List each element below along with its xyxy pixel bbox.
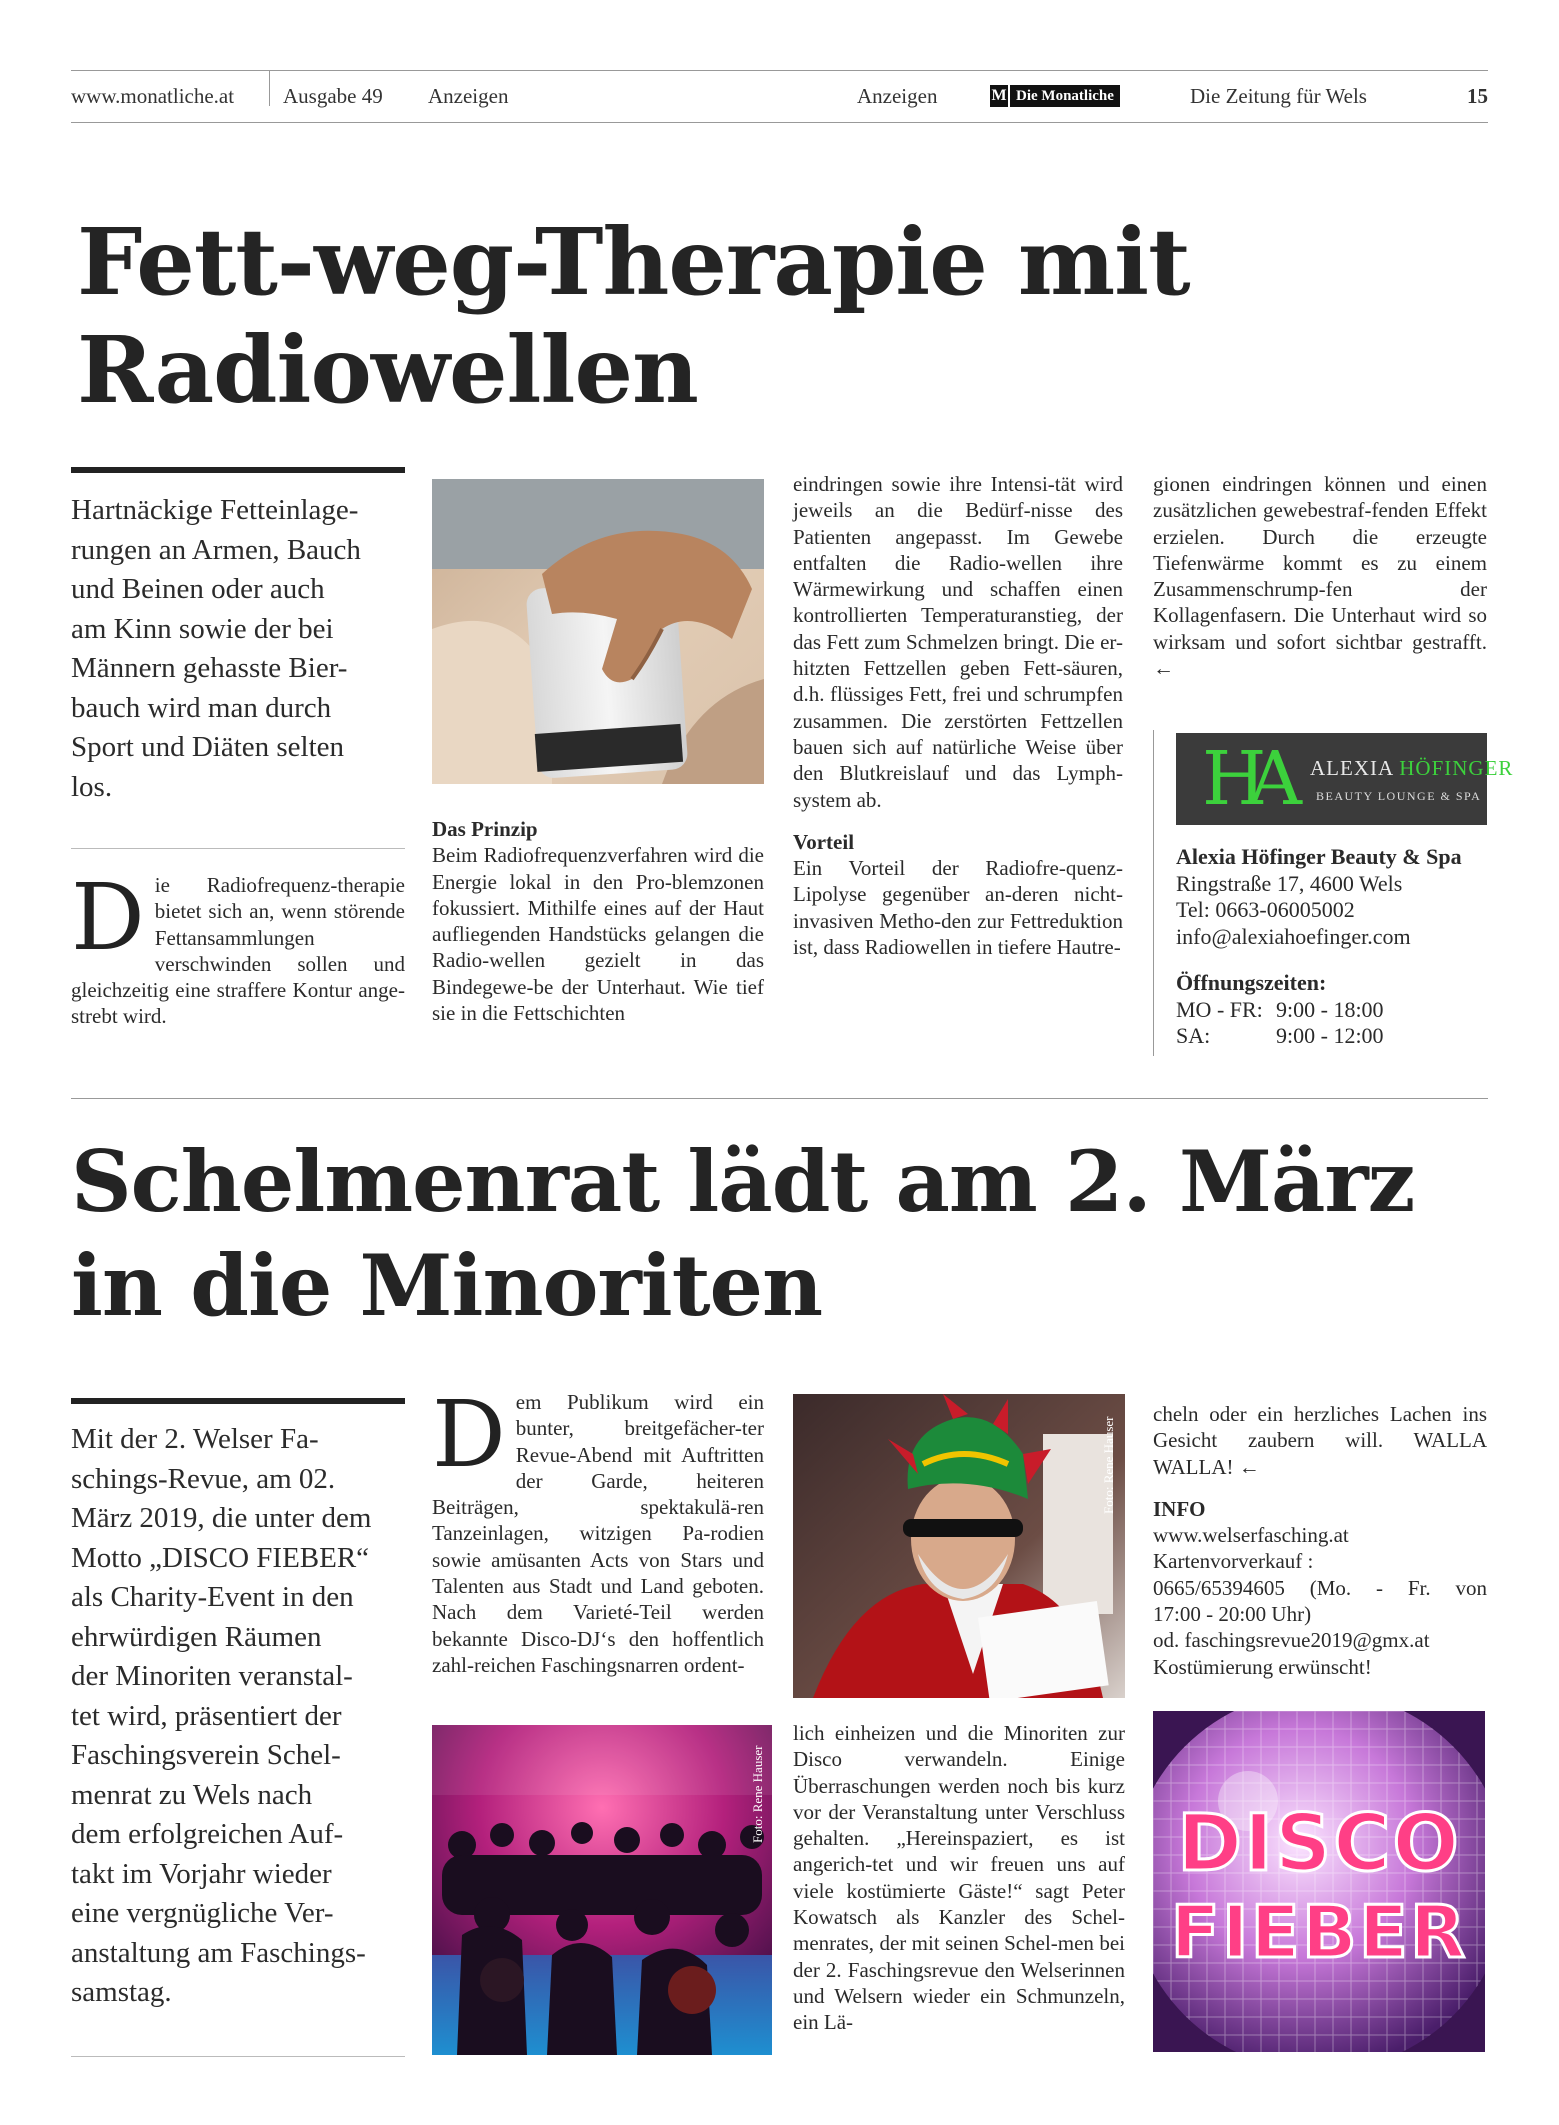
- lead-line: Motto „DISCO FIEBER“: [71, 1541, 370, 1574]
- hours-weekday: [1176, 997, 1496, 1024]
- lead-line: Männern gehasste Bier-: [71, 652, 348, 684]
- article1-col3-heading: Vorteil: [793, 829, 855, 854]
- lead-line: schings-Revue, am 02.: [71, 1462, 336, 1495]
- page-number: 15: [1467, 84, 1488, 108]
- hours-sat-value: 9:00 - 12:00: [1276, 1023, 1384, 1048]
- newspaper-logo: [990, 85, 1120, 107]
- article1-headline-line2: Radiowellen: [77, 316, 698, 424]
- info-line[interactable]: www.welserfasching.at: [1153, 1523, 1349, 1548]
- lead-line: Hartnäckige Fetteinlage-: [71, 494, 359, 526]
- jester-photo: [793, 1394, 1125, 1698]
- header-top-rule: [71, 70, 1488, 71]
- lead-line: tet wird, präsentiert der: [71, 1699, 342, 1732]
- photo-credit-crowd: Foto: Rene Hauser: [750, 1745, 765, 1843]
- info-line: 17:00 - 20:00 Uhr): [1153, 1602, 1312, 1627]
- lead-line: ehrwürdigen Räumen: [71, 1620, 322, 1653]
- disco-word: DISCO: [1177, 1799, 1461, 1889]
- disco-fieber-poster: [1153, 1711, 1485, 2052]
- article1-dropcap: D: [71, 864, 145, 971]
- article1-headline: [77, 208, 1190, 424]
- article2-headline-line1: Schelmenrat lädt am 2. März: [71, 1132, 1415, 1231]
- ad-logo-letters: [1202, 737, 1284, 821]
- lead-line: bauch wird man durch: [71, 691, 332, 724]
- article1-photo: [432, 479, 764, 784]
- article1-intro-rule: [71, 848, 405, 849]
- lead-line: und Beinen oder auch: [71, 573, 325, 605]
- photo-credit-jester: Foto: Rene Hauser: [1101, 1416, 1116, 1514]
- contact-tel[interactable]: Tel: 0663-06005002: [1176, 897, 1355, 922]
- lead-line: dem erfolgreichen Auf-: [71, 1818, 344, 1850]
- lead-line: samstag.: [71, 1976, 172, 2008]
- contact-gap: [1176, 950, 1496, 970]
- paragraph-gap: [1153, 1480, 1487, 1496]
- header-tagline: Die Zeitung für Wels: [1190, 84, 1367, 108]
- header-separator: [269, 70, 270, 106]
- article2-col2: [432, 1381, 764, 1678]
- article2-lead: [71, 1420, 416, 2013]
- article1-col4: [1153, 471, 1487, 681]
- header-section-right: Anzeigen: [857, 84, 938, 108]
- lead-line: als Charity-Event in den: [71, 1581, 354, 1613]
- article2-headline-line2: in die Minoriten: [71, 1236, 823, 1335]
- article2-dropcap: D: [432, 1381, 506, 1488]
- hours-weekday-value: 9:00 - 18:00: [1276, 996, 1384, 1022]
- header-section-left: Anzeigen: [428, 84, 509, 108]
- crowd-photo: [432, 1725, 772, 2055]
- contact-street: Ringstraße 17, 4600 Wels: [1176, 870, 1403, 896]
- info-line: Kartenvorverkauf :: [1153, 1549, 1314, 1574]
- ad-logo-name: [1310, 756, 1513, 781]
- info-line: Kostümierung erwünscht!: [1153, 1654, 1372, 1679]
- contact-name: Alexia Höfinger Beauty & Spa: [1176, 844, 1462, 869]
- article2-col3-text: lich einheizen und die Minoriten zur Disco verwandeln. Einige Überraschungen werden noch bis kurz vor der Veranstaltung unter Verschluss gehalten. „Hereinspaziert, es ist angerich-tet und wir freuen uns auf viele kostümierte Gäste!“ sagt Peter Kowatsch als Kanzler des Schel-menrates, der mit seinen Schel-men bei der 2. Faschingsrevue den Welserinnen und Welsern wieder ein Schmunzeln, ein Lä-: [793, 1721, 1125, 2035]
- logo-text: Die Monatliche: [1010, 85, 1120, 107]
- article2-crowd-photo: [432, 1725, 772, 2055]
- ad-logo-name-first: ALEXIA: [1310, 756, 1400, 780]
- lead-line: anstaltung am Faschings-: [71, 1936, 366, 1969]
- fieber-word: FIEBER: [1170, 1890, 1468, 1974]
- hours-heading: Öffnungszeiten:: [1176, 970, 1327, 995]
- lead-line: der Minoriten veranstal-: [71, 1660, 353, 1692]
- ad-logo-sub: BEAUTY LOUNGE & SPA: [1316, 789, 1482, 803]
- hours-weekday-label: MO - FR:: [1176, 996, 1263, 1022]
- lead-line: takt im Vorjahr wieder: [71, 1857, 332, 1890]
- article-divider: [71, 1098, 1488, 1099]
- lead-line: Faschingsverein Schel-: [71, 1739, 341, 1771]
- lead-line: Mit der 2. Welser Fa-: [71, 1423, 319, 1455]
- info-line: 0665/65394605 (Mo. - Fr. von: [1153, 1575, 1487, 1600]
- article2-col2-text: em Publikum wird ein bunter, breitgefächer-ter Revue-Abend mit Auftritten der Garde, heiteren Beiträgen, spektakulä-ren Tanzeinlagen, witzigen Pa-rodien sowie amüsanten Acts von Stars und Talenten aus Stadt und Land geboten. Nach dem Varieté-Teil werden bekannte Disco-DJ‘s den hoffentlich zahl-reichen Faschingsnarren ordent-: [432, 1390, 764, 1677]
- ad-logo-name-last: HÖFINGER: [1399, 756, 1514, 780]
- ad-contact: [1176, 844, 1496, 1050]
- contact-email[interactable]: info@alexiahoefinger.com: [1176, 923, 1411, 949]
- lead-line: rungen an Armen, Bauch: [71, 533, 361, 566]
- lead-line: menrat zu Wels nach: [71, 1778, 313, 1811]
- rf-device-photo: [432, 479, 764, 784]
- article2-headline: [71, 1130, 1414, 1338]
- ad-logo-letters-text: HA: [1202, 736, 1284, 822]
- header-bottom-rule: [71, 122, 1488, 123]
- article1-intro-text: ie Radiofrequenz-therapie bietet sich an, wenn störende Fettansammlungen verschwinden sollen und gleichzeitig eine straffere Kontur ange-strebt wird.: [71, 873, 405, 1029]
- article1-intro: [71, 864, 405, 1030]
- article2-lead-bar: [71, 1398, 405, 1404]
- hours-sat-label: SA:: [1176, 1023, 1211, 1048]
- logo-mark: M: [990, 85, 1010, 107]
- lead-line: los.: [71, 770, 113, 803]
- article1-col3: [793, 471, 1123, 960]
- article2-jester-photo: [793, 1394, 1125, 1698]
- ad-logo-box: [1176, 733, 1514, 825]
- header-issue: Ausgabe 49: [283, 84, 383, 108]
- hours-sat: [1176, 1023, 1496, 1050]
- info-line[interactable]: od. faschingsrevue2019@gmx.at: [1153, 1628, 1430, 1653]
- article1-col4-text: gionen eindringen können und einen zusätzlichen gewebestraf-fenden Effekt erzielen. Durch die erzeugte Tiefenwärme kommt es zu einem Zusammenschrump-fen der Kollagenfasern. Die Unterhaut wird so wirksam und sofort sichtbar gestrafft. ←: [1153, 472, 1487, 681]
- info-heading: INFO: [1153, 1496, 1206, 1521]
- article1-lead: [71, 491, 411, 807]
- article2-col4-text: cheln oder ein herzliches Lachen ins Gesicht zaubern will. WALLA WALLA! ←: [1153, 1402, 1487, 1479]
- paragraph-gap: [793, 813, 1123, 829]
- article1-col2-text: Beim Radiofrequenzverfahren wird die Energie lokal in den Pro-blemzonen fokussiert. Mithilfe eines auf der Haut aufliegenden Handstücks gelangen die Radio-wellen gezielt in das Bindegewe-be der Unterhaut. Wie tief sie in die Fettschichten: [432, 843, 764, 1026]
- article2-col4: [1153, 1401, 1487, 1680]
- lead-line: am Kinn sowie der bei: [71, 612, 334, 645]
- lead-line: Sport und Diäten selten: [71, 731, 345, 763]
- article1-col2-heading: Das Prinzip: [432, 817, 538, 841]
- article2-lead-end-rule: [71, 2056, 405, 2057]
- header-website[interactable]: www.monatliche.at: [71, 84, 235, 108]
- article1-headline-line1: Fett-weg-Therapie mit: [77, 208, 1190, 316]
- lead-line: März 2019, die unter dem: [71, 1502, 372, 1534]
- article1-col3-text: eindringen sowie ihre Intensi-tät wird jeweils an die Bedürf-nisse des Patienten angepasst. Im Gewebe entfalten die Radio-wellen ihre Wärmewirkung und schaffen einen kontrollierten Temperaturanstieg, der das Fett zum Schmelzen bringt. Die er-hitzten Fettzellen geben Fett-säuren, d.h. flüssiges Fett, frei und schrumpfen zusammen. Die zerstörten Fettzellen bauen sich auf natürliche Weise über den Blutkreislauf und das Lymph-system ab.: [793, 472, 1123, 812]
- article2-col3: [793, 1720, 1125, 2036]
- ad-box-rule: [1153, 730, 1154, 1056]
- article1-col3-text2: Ein Vorteil der Radiofre-quenz-Lipolyse gegenüber an-deren nicht-invasiven Metho-den zur Fettreduktion ist, dass Radiowellen in tiefere Hautre-: [793, 856, 1123, 960]
- article1-lead-bar: [71, 467, 405, 473]
- lead-line: eine vergnügliche Ver-: [71, 1897, 334, 1929]
- article1-col2: [432, 816, 764, 1026]
